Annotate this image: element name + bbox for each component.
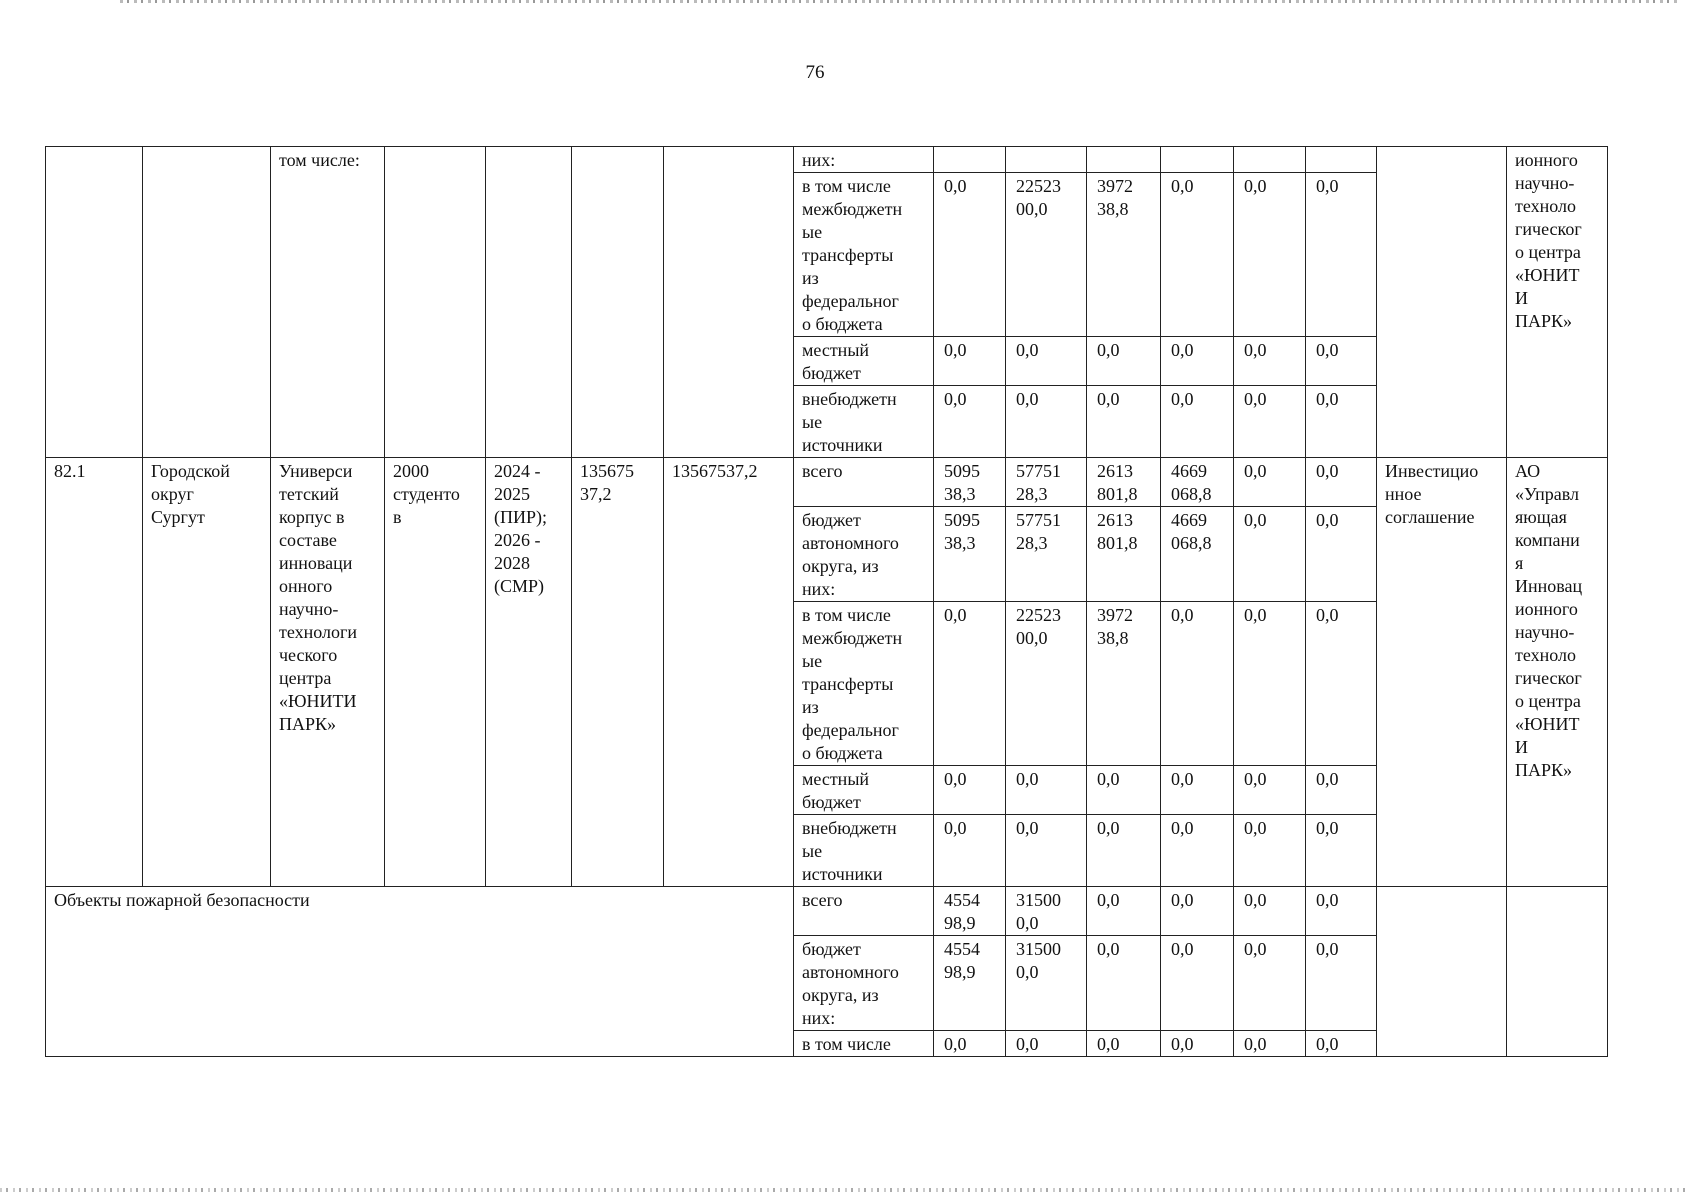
value-cell xyxy=(1161,147,1234,173)
source-label: в том числе xyxy=(794,1031,934,1057)
capacity-cell xyxy=(385,147,486,458)
value-cell: 3972 38,8 xyxy=(1087,602,1161,766)
value-cell: 0,0 xyxy=(1234,887,1306,936)
capacity-cell: 2000 студенто в xyxy=(385,458,486,887)
municipality-cell: Городской округ Сургут xyxy=(143,458,271,887)
source-label: местный бюджет xyxy=(794,766,934,815)
value-cell: 0,0 xyxy=(1161,337,1234,386)
object-name-cell: том числе: xyxy=(271,147,385,458)
value-cell: 0,0 xyxy=(934,602,1006,766)
value-cell: 0,0 xyxy=(1006,1031,1087,1057)
value-cell: 4554 98,9 xyxy=(934,887,1006,936)
table-row xyxy=(46,458,1608,507)
value-cell: 4669 068,8 xyxy=(1161,458,1234,507)
executor-cell: ионного научно- техноло гическог о центра «ЮНИТ И ПАРК» xyxy=(1507,147,1608,458)
value-cell: 3972 38,8 xyxy=(1087,173,1161,337)
period-cell: 2024 - 2025 (ПИР); 2026 - 2028 (СМР) xyxy=(486,458,572,887)
value-cell: 0,0 xyxy=(1006,815,1087,887)
value-cell: 0,0 xyxy=(1234,602,1306,766)
value-cell: 0,0 xyxy=(1306,887,1377,936)
value-cell: 0,0 xyxy=(1087,887,1161,936)
source-label: внебюджетн ые источники xyxy=(794,815,934,887)
value-cell: 0,0 xyxy=(1306,815,1377,887)
scan-artifact-top xyxy=(120,0,1680,3)
value-cell: 4669 068,8 xyxy=(1161,507,1234,602)
source-label: местный бюджет xyxy=(794,337,934,386)
value-cell: 31500 0,0 xyxy=(1006,936,1087,1031)
executor-cell xyxy=(1507,887,1608,1057)
value-cell: 31500 0,0 xyxy=(1006,887,1087,936)
period-cell xyxy=(486,147,572,458)
value-cell: 22523 00,0 xyxy=(1006,173,1087,337)
value-cell: 0,0 xyxy=(1234,815,1306,887)
value-cell xyxy=(1306,147,1377,173)
value-cell: 0,0 xyxy=(1306,173,1377,337)
source-label: них: xyxy=(794,147,934,173)
value-cell: 5095 38,3 xyxy=(934,458,1006,507)
section-title: Объекты пожарной безопасности xyxy=(46,887,794,1057)
value-cell: 0,0 xyxy=(1087,815,1161,887)
value-cell: 0,0 xyxy=(1087,766,1161,815)
value-cell: 0,0 xyxy=(1234,766,1306,815)
cost-total-cell: 13567537,2 xyxy=(664,458,794,887)
value-cell: 0,0 xyxy=(1306,337,1377,386)
value-cell: 57751 28,3 xyxy=(1006,507,1087,602)
value-cell xyxy=(1087,147,1161,173)
value-cell: 0,0 xyxy=(1006,386,1087,458)
value-cell: 0,0 xyxy=(934,815,1006,887)
value-cell: 0,0 xyxy=(1234,1031,1306,1057)
value-cell: 0,0 xyxy=(1161,936,1234,1031)
value-cell: 2613 801,8 xyxy=(1087,458,1161,507)
source-label: в том числе межбюджетн ые трансферты из федеральног о бюджета xyxy=(794,602,934,766)
value-cell: 0,0 xyxy=(1234,458,1306,507)
value-cell: 0,0 xyxy=(1161,766,1234,815)
scan-artifact-bottom xyxy=(0,1188,1686,1192)
funding-table xyxy=(45,146,1608,1057)
value-cell: 0,0 xyxy=(934,337,1006,386)
value-cell: 0,0 xyxy=(1306,936,1377,1031)
value-cell: 0,0 xyxy=(1087,337,1161,386)
value-cell: 0,0 xyxy=(1161,815,1234,887)
value-cell: 0,0 xyxy=(1087,386,1161,458)
cost-cell: 135675 37,2 xyxy=(572,458,664,887)
value-cell: 0,0 xyxy=(934,1031,1006,1057)
municipality-cell xyxy=(143,147,271,458)
value-cell: 0,0 xyxy=(1161,887,1234,936)
value-cell: 2613 801,8 xyxy=(1087,507,1161,602)
value-cell: 0,0 xyxy=(1161,173,1234,337)
value-cell xyxy=(1006,147,1087,173)
value-cell: 0,0 xyxy=(1306,766,1377,815)
value-cell: 0,0 xyxy=(934,173,1006,337)
mechanism-cell xyxy=(1377,887,1507,1057)
value-cell: 4554 98,9 xyxy=(934,936,1006,1031)
value-cell: 0,0 xyxy=(1234,936,1306,1031)
value-cell xyxy=(1234,147,1306,173)
num-cell xyxy=(46,147,143,458)
value-cell: 0,0 xyxy=(1234,386,1306,458)
value-cell: 0,0 xyxy=(1306,1031,1377,1057)
source-label: бюджет автономного округа, из них: xyxy=(794,936,934,1031)
value-cell: 5095 38,3 xyxy=(934,507,1006,602)
value-cell: 0,0 xyxy=(1087,1031,1161,1057)
object-name-cell: Универси тетский корпус в составе инноваци онного научно- технологи ческого центра «ЮНИТИ ПАРК» xyxy=(271,458,385,887)
value-cell: 57751 28,3 xyxy=(1006,458,1087,507)
cost-total-cell xyxy=(664,147,794,458)
value-cell: 0,0 xyxy=(1306,507,1377,602)
value-cell: 0,0 xyxy=(1234,507,1306,602)
value-cell: 22523 00,0 xyxy=(1006,602,1087,766)
source-label: всего xyxy=(794,887,934,936)
page-number: 76 xyxy=(805,62,825,83)
source-label: внебюджетн ые источники xyxy=(794,386,934,458)
value-cell: 0,0 xyxy=(1161,1031,1234,1057)
value-cell xyxy=(934,147,1006,173)
mechanism-cell: Инвестицио нное соглашение xyxy=(1377,458,1507,887)
table-row xyxy=(46,887,1608,936)
value-cell: 0,0 xyxy=(1161,602,1234,766)
value-cell: 0,0 xyxy=(934,386,1006,458)
value-cell: 0,0 xyxy=(934,766,1006,815)
value-cell: 0,0 xyxy=(1087,936,1161,1031)
value-cell: 0,0 xyxy=(1006,337,1087,386)
value-cell: 0,0 xyxy=(1161,386,1234,458)
cost-cell xyxy=(572,147,664,458)
num-cell: 82.1 xyxy=(46,458,143,887)
value-cell: 0,0 xyxy=(1306,458,1377,507)
value-cell: 0,0 xyxy=(1234,173,1306,337)
table-row xyxy=(46,147,1608,173)
source-label: в том числе межбюджетн ые трансферты из федеральног о бюджета xyxy=(794,173,934,337)
mechanism-cell xyxy=(1377,147,1507,458)
source-label: всего xyxy=(794,458,934,507)
value-cell: 0,0 xyxy=(1306,602,1377,766)
value-cell: 0,0 xyxy=(1234,337,1306,386)
value-cell: 0,0 xyxy=(1306,386,1377,458)
value-cell: 0,0 xyxy=(1006,766,1087,815)
source-label: бюджет автономного округа, из них: xyxy=(794,507,934,602)
executor-cell: АО «Управл яющая компани я Инновац ионного научно- техноло гическог о центра «ЮНИТ И ПАРК» xyxy=(1507,458,1608,887)
